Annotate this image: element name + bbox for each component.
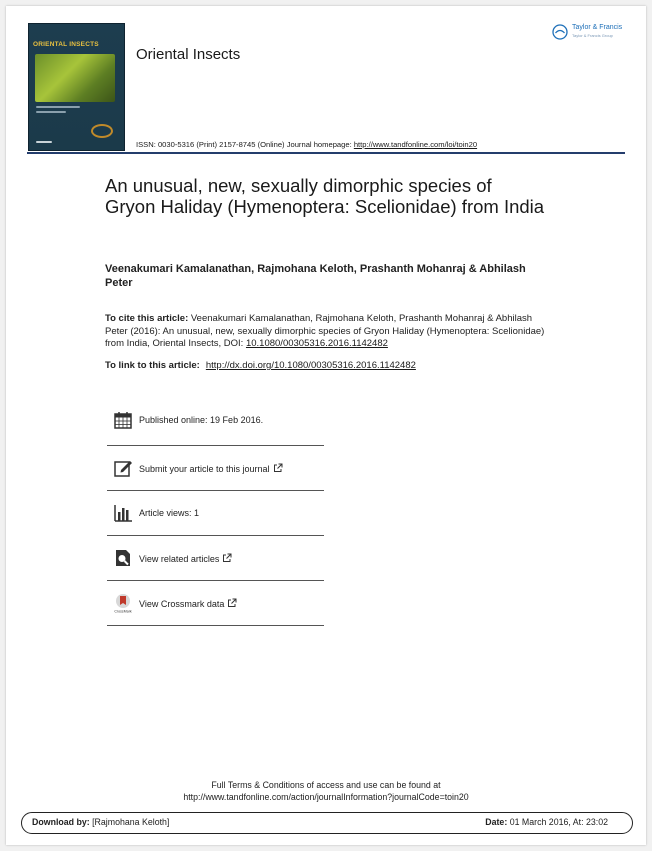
article-link-line — [105, 360, 416, 371]
terms-line-1: Full Terms & Conditions of access and use can be found at — [211, 780, 441, 790]
journal-cover-image — [28, 23, 125, 151]
article-link-label: To link to this article: — [105, 360, 200, 371]
published-online-text: Published online: 19 Feb 2016. — [139, 415, 264, 425]
article-views-row — [107, 491, 324, 536]
bar-chart-icon — [113, 503, 133, 523]
calendar-icon — [113, 410, 133, 430]
article-link-url[interactable]: http://dx.doi.org/10.1080/00305316.2016.1142482 — [205, 360, 416, 371]
doi-link[interactable]: 10.1080/00305316.2016.1142482 — [245, 338, 388, 349]
terms-url[interactable]: http://www.tandfonline.com/action/journalInformation?journalCode=toin20 — [183, 792, 469, 802]
related-articles-label: View related articles — [139, 554, 220, 564]
crossmark-link[interactable] — [107, 581, 324, 626]
search-document-icon — [113, 548, 133, 568]
article-title: An unusual, new, sexually dimorphic species of Gryon Haliday (Hymenoptera: Scelionidae) from India — [105, 175, 545, 217]
publisher-logo — [552, 22, 632, 44]
citation-label: To cite this article: — [105, 313, 189, 324]
submit-article-label: Submit your article to this journal — [139, 464, 270, 474]
publisher-subname: Taylor & Francis Group — [572, 33, 613, 38]
terms-conditions — [0, 779, 652, 803]
download-info-bar — [21, 812, 633, 834]
external-link-icon — [227, 598, 237, 608]
external-link-icon — [222, 553, 232, 563]
issn-text: ISSN: 0030-5316 (Print) 2157-8745 (Online) Journal homepage: — [136, 140, 354, 149]
citation-block — [105, 313, 555, 351]
journal-name: Oriental Insects — [136, 46, 241, 63]
article-authors: Veenakumari Kamalanathan, Rajmohana Keloth, Prashanth Mohanraj & Abhilash Peter — [105, 263, 526, 289]
article-links-list — [107, 398, 324, 626]
header-rule — [27, 152, 625, 154]
cover-photo — [35, 54, 115, 102]
published-online-row — [107, 398, 324, 446]
svg-text:CrossMark: CrossMark — [114, 609, 132, 613]
download-by: Download by: [Rajmohana Keloth] — [32, 817, 170, 827]
issn-line — [136, 140, 477, 149]
publisher-name: Taylor & Francis — [572, 24, 623, 31]
citation-text: Veenakumari Kamalanathan, Rajmohana Keloth, Prashanth Mohanraj & Abhilash Peter (2016): An unusual, new, sexually dimorphic species of Gryon Haliday (Hymenoptera: Scelionidae) from India, Oriental Insects, DOI: — [105, 313, 545, 349]
article-views-text: Article views: 1 — [139, 508, 200, 518]
crossmark-icon — [113, 593, 133, 613]
download-date: Date: 01 March 2016, At: 23:02 — [485, 817, 608, 827]
cover-insect-logo — [91, 124, 113, 138]
related-articles-link[interactable] — [107, 536, 324, 581]
crossmark-label: View Crossmark data — [139, 599, 225, 609]
cover-title: ORIENTAL INSECTS — [33, 41, 99, 48]
journal-homepage-link[interactable]: http://www.tandfonline.com/loi/toin20 — [353, 140, 478, 149]
submit-article-link[interactable] — [107, 446, 324, 491]
publisher-logo-icon — [552, 24, 568, 40]
edit-icon — [113, 458, 133, 478]
external-link-icon — [273, 463, 283, 473]
